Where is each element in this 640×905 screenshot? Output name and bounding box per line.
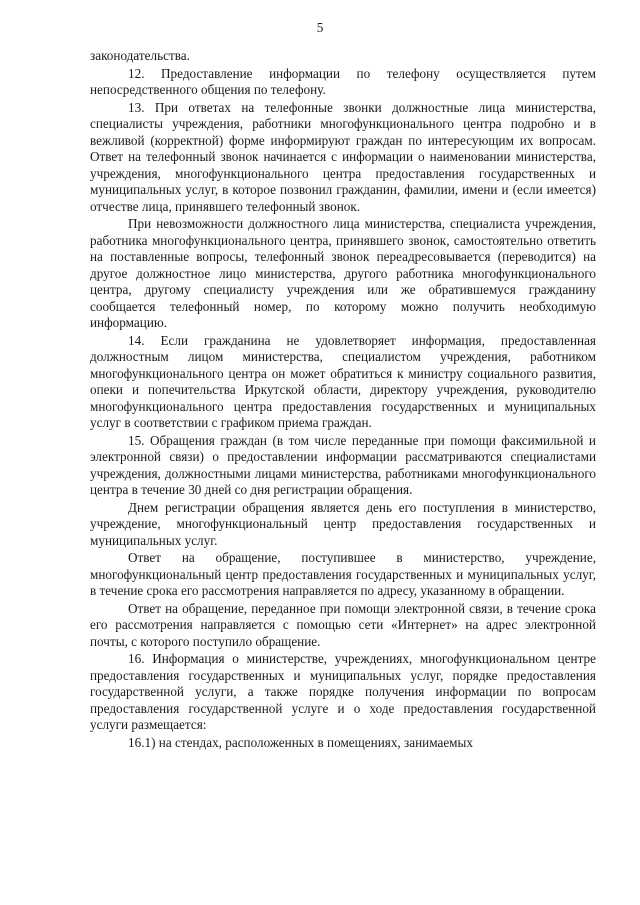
paragraph-15: 15. Обращения граждан (в том числе переданные при помощи факсимильной и электронной связи) о предоставлении информации рассматриваются специалистами учреждения, должностными лицами министерства, работниками многофункционального центра в течение 30 дней со дня регистрации обращения. [90,432,596,497]
paragraph-12: 12. Предоставление информации по телефону осуществляется путем непосредственного общения по телефону. [90,65,596,97]
paragraph-14: 14. Если гражданина не удовлетворяет информация, предоставленная должностным лицом министерства, специалистом учреждения, работником многофункционального центра он может обратиться к министру социального развития, опеки и попечительства Иркутской области, директору учреждения, руководителю многофункционального центра предоставления государственных и муниципальных услуг в соответствии с графиком приема граждан. [90,332,596,430]
page-number: 5 [316,20,324,35]
paragraph-15-registration: Днем регистрации обращения является день его поступления в министерство, учреждение, многофункциональный центр предоставления государственных и муниципальных услуг. [90,499,596,548]
paragraph-15-reply-email: Ответ на обращение, переданное при помощи электронной связи, в течение срока его рассмотрения направляется с помощью сети «Интернет» на адрес электронной почты, с которого поступило обращение. [90,600,596,649]
document-body [90,48,596,752]
paragraph-16-1: 16.1) на стендах, расположенных в помещениях, занимаемых [128,734,473,750]
paragraph-13-redirect: При невозможности должностного лица министерства, специалиста учреждения, работника многофункционального центра, принявшего звонок, самостоятельно ответить на поставленные вопросы, телефонный звонок переадресовывается (переводится) на другое должностное лицо министерства, другого работника многофункционального центра, другому специалисту учреждения или же обратившемуся гражданину сообщается телефонный номер, по которому можно получить необходимую информацию. [90,216,596,330]
paragraph-15-reply-address: Ответ на обращение, поступившее в министерство, учреждение, многофункциональный центр предоставления государственных и муниципальных услуг, в течение срока его рассмотрения направляется по адресу, указанному в обращении. [90,550,596,598]
paragraph-continuation: законодательства. [90,48,190,63]
paragraph-16: 16. Информация о министерстве, учреждениях, многофункциональном центре предоставления государственных и муниципальных услуг, порядке предоставления государственной услуги, а также порядке получения информации по вопросам предоставления государственной услуге и о ходе предоставления государственной услуги размещается: [90,651,596,732]
paragraph-13: 13. При ответах на телефонные звонки должностные лица министерства, специалисты учреждения, работники многофункционального центра подробно и в вежливой (корректной) форме информируют граждан по интересующим их вопросам. Ответ на телефонный звонок начинается с информации о наименовании министерства, учреждения, многофункционального центра предоставления государственных и муниципальных услуг, в которое позвонил гражданин, фамилии, имени и (если имеется) отчестве лица, принявшего телефонный звонок. [90,99,596,214]
